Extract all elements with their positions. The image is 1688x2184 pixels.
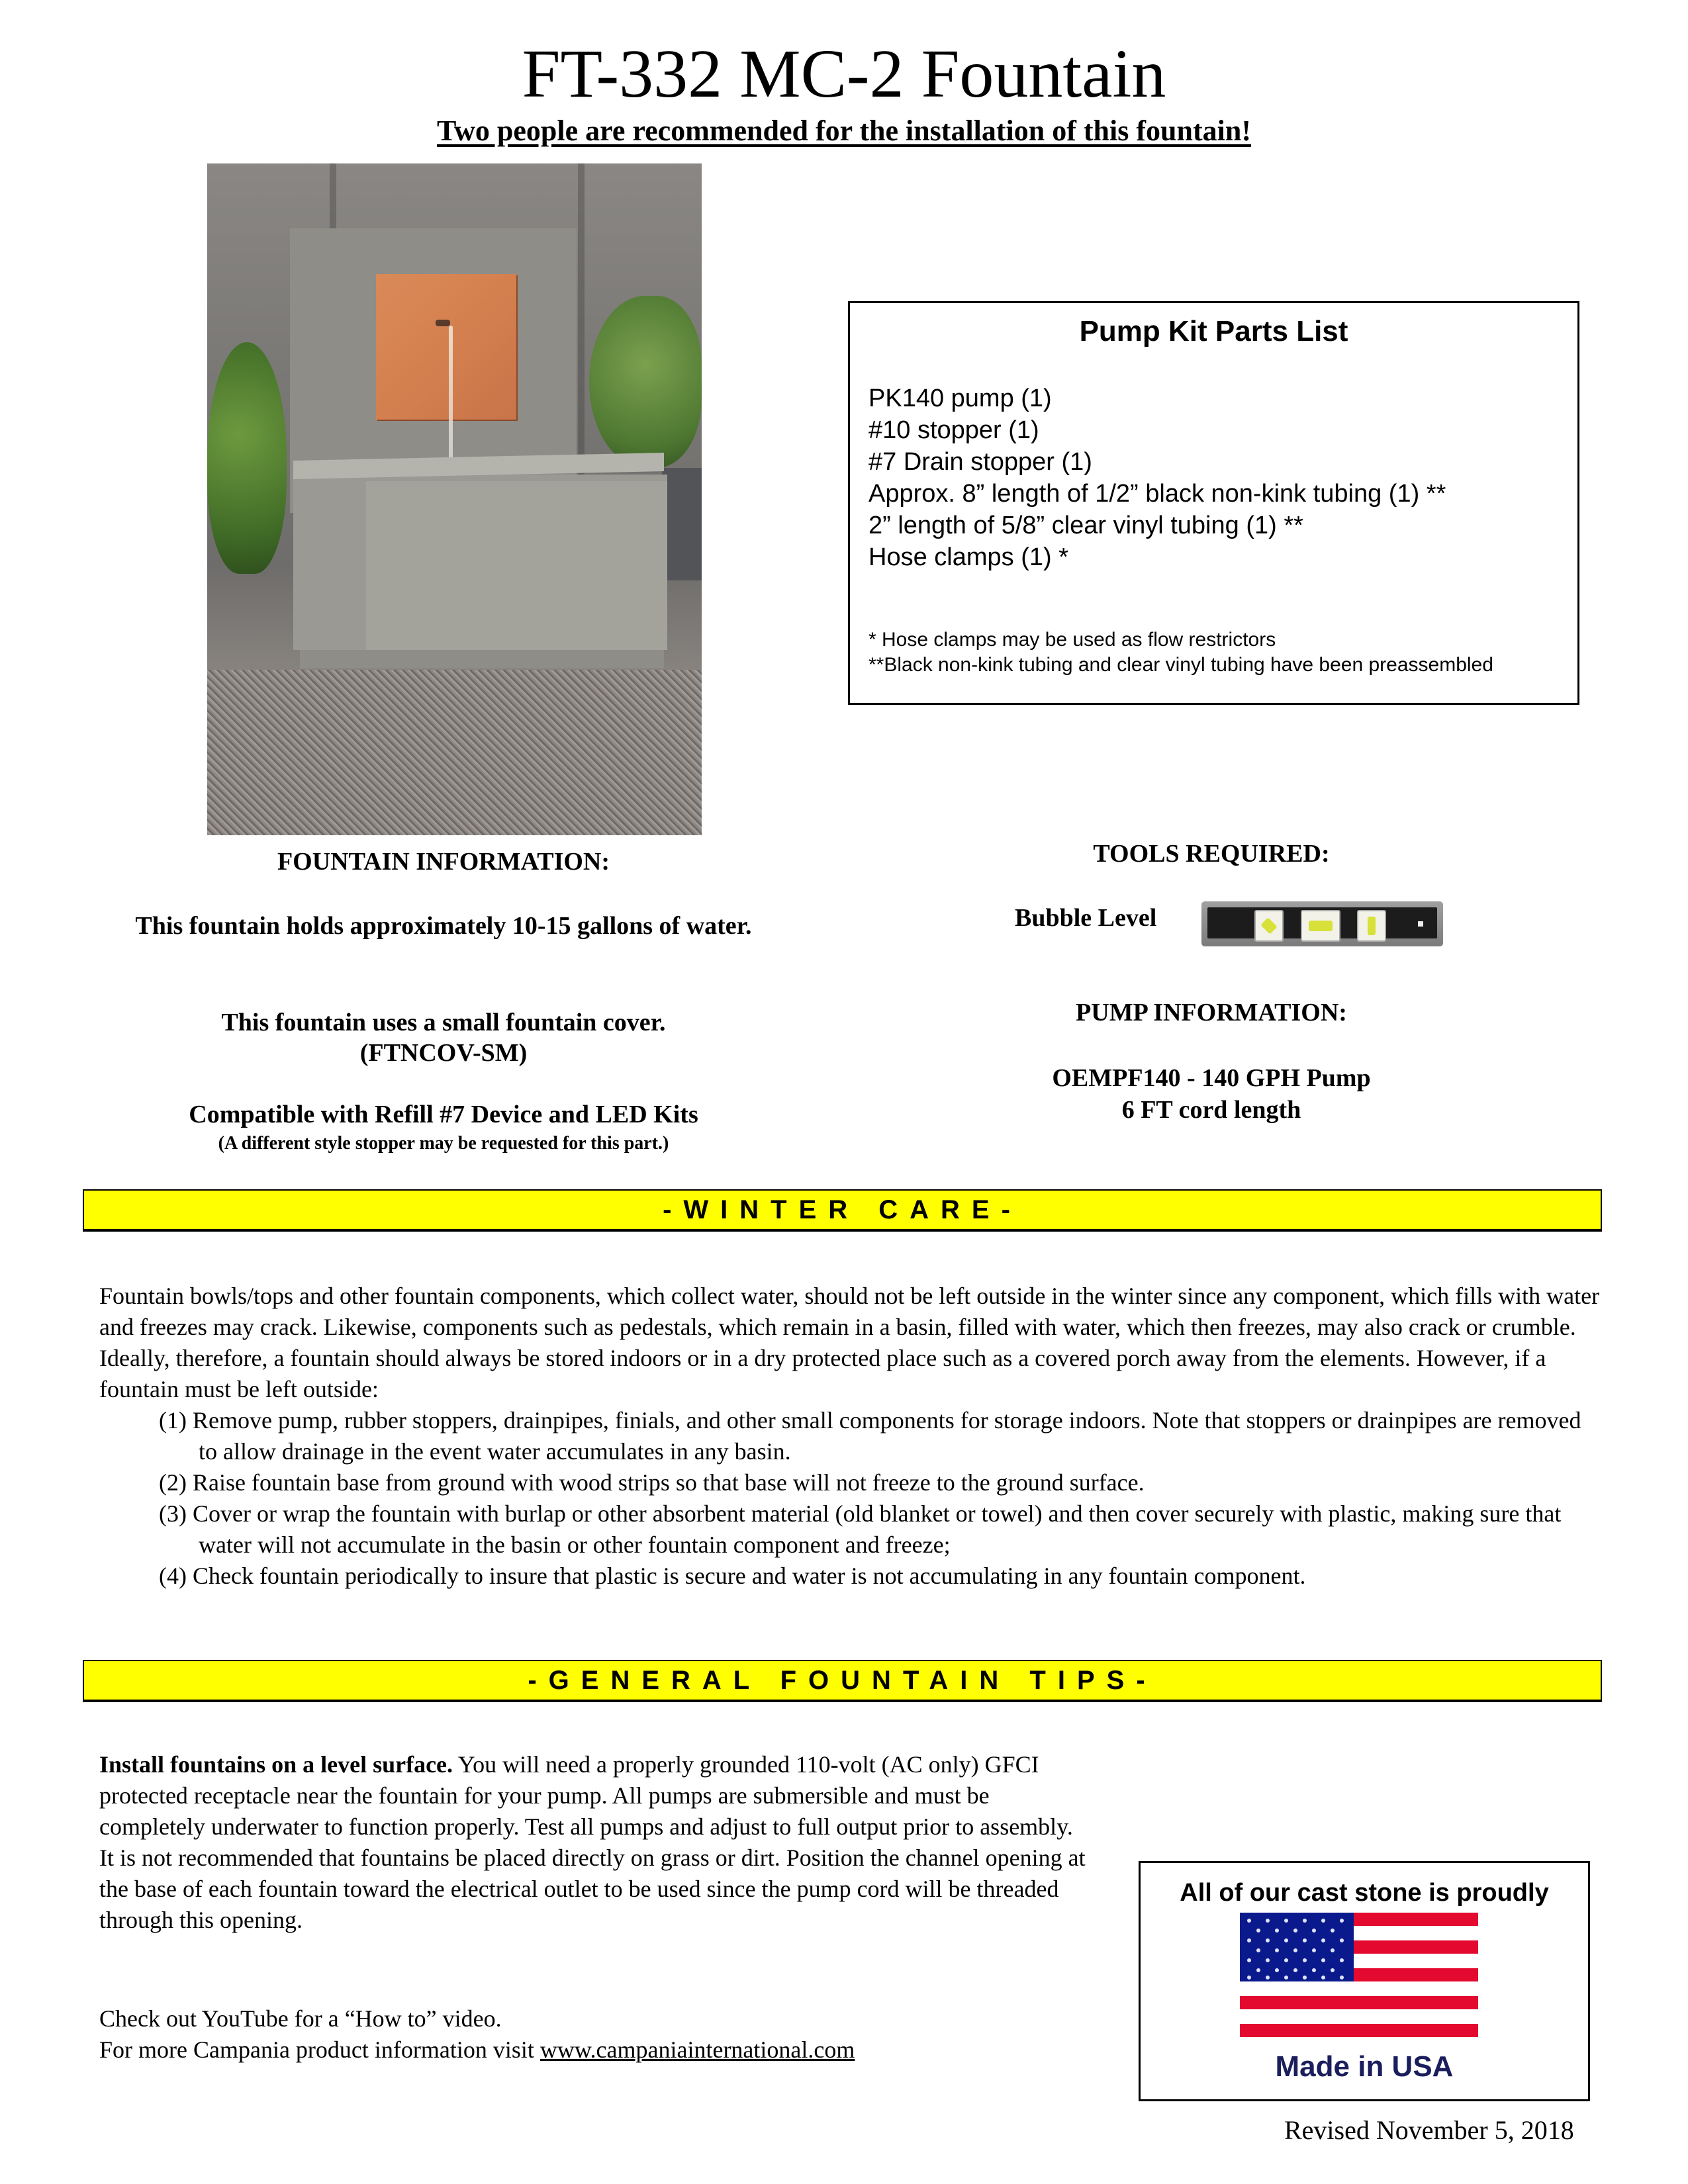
fountain-cover-info	[132, 1007, 755, 1068]
winter-step: (3) Cover or wrap the fountain with burlap or other absorbent material (old blanket or towel) and then cover securely with plastic, making sure that water will not accumulate in the basin or other fountain component and freeze;	[159, 1500, 1562, 1558]
pump-kit-items	[868, 383, 1446, 573]
fountain-info-heading: FOUNTAIN INFORMATION:	[277, 848, 610, 876]
fountain-capacity: This fountain holds approximately 10-15 gallons of water.	[135, 912, 752, 940]
youtube-note: Check out YouTube for a “How to” video.	[99, 2005, 502, 2032]
parts-item: Approx. 8” length of 1/2” black non-kink tubing (1) **	[868, 480, 1446, 508]
tips-lead: Install fountains on a level surface.	[99, 1751, 453, 1778]
made-in-usa-label: Made in USA	[1275, 2050, 1454, 2083]
bubble-level-icon	[1201, 901, 1443, 946]
installation-warning: Two people are recommended for the installation of this fountain!	[437, 114, 1251, 147]
parts-item: #7 Drain stopper (1)	[868, 448, 1092, 476]
parts-item: 2” length of 5/8” clear vinyl tubing (1) **	[868, 512, 1303, 539]
winter-care-steps	[159, 1405, 1582, 1592]
pump-kit-title: Pump Kit Parts List	[1079, 315, 1348, 347]
usa-badge-title: All of our cast stone is proudly	[1180, 1879, 1549, 1907]
fountain-cover-text: This fountain uses a small fountain cover.	[221, 1009, 666, 1036]
website-link[interactable]: www.campaniainternational.com	[539, 2036, 855, 2063]
parts-note: * Hose clamps may be used as flow restrictors	[868, 629, 1276, 651]
winter-step: (2) Raise fountain base from ground with wood strips so that base will not freeze to the ground surface.	[159, 1469, 1145, 1496]
compatibility-info: Compatible with Refill #7 Device and LED Kits	[189, 1101, 698, 1128]
winter-care-intro: Fountain bowls/tops and other fountain components, which collect water, should not be left outside in the winter since any component, which fills with water and freezes may crack. Likewise, components such as pedestals, which remain in a basin, filled with water, which then freezes, may also crack or crumble. Ideally, therefore, a fountain should always be stored indoors or in a dry protected place such as a covered porch away from the elements. However, if a fountain must be left outside:	[99, 1283, 1600, 1402]
page-title: FT-332 MC-2 Fountain	[522, 36, 1166, 112]
fountain-cover-code: (FTNCOV-SM)	[359, 1039, 528, 1067]
parts-note: **Black non-kink tubing and clear vinyl tubing have been preassembled	[868, 654, 1493, 676]
pump-kit-notes	[868, 627, 1493, 678]
website-line	[99, 2034, 855, 2066]
pump-model: OEMPF140 - 140 GPH Pump	[1052, 1064, 1371, 1092]
tool-bubble-level-label: Bubble Level	[1015, 904, 1157, 932]
compatibility-note: (A different style stopper may be requested for this part.)	[218, 1133, 669, 1154]
fountain-photo	[207, 163, 702, 835]
pump-info-heading: PUMP INFORMATION:	[1076, 999, 1347, 1026]
general-tips-banner: -GENERAL FOUNTAIN TIPS-	[83, 1660, 1602, 1701]
website-prefix: For more Campania product information visit	[99, 2036, 540, 2063]
us-flag-icon	[1240, 1913, 1478, 2042]
pump-kit-parts-box	[848, 301, 1579, 705]
parts-item: #10 stopper (1)	[868, 416, 1039, 444]
winter-care-banner: -WINTER CARE-	[83, 1189, 1602, 1230]
tips-body: You will need a properly grounded 110-volt (AC only) GFCI protected receptacle near the fountain for your pump. All pumps are submersible and must be completely underwater to function properly. Test all pumps and adjust to full output prior to assembly. It is not recommended that fountains be placed directly on grass or dirt. Position the channel opening at the base of each fountain toward the electrical outlet to be used since the pump cord will be threaded through this opening.	[99, 1751, 1086, 1933]
pump-cord-length: 6 FT cord length	[1121, 1096, 1301, 1124]
parts-item: Hose clamps (1) *	[868, 543, 1068, 571]
pump-info	[960, 1062, 1463, 1126]
revision-date: Revised November 5, 2018	[1284, 2115, 1574, 2145]
tools-heading: TOOLS REQUIRED:	[1093, 840, 1330, 868]
parts-item: PK140 pump (1)	[868, 385, 1052, 412]
winter-step: (1) Remove pump, rubber stoppers, drainpipes, finials, and other small components for storage indoors. Note that stoppers or drainpipes are removed to allow drainage in the event water accumulates in any basin.	[159, 1407, 1581, 1465]
winter-step: (4) Check fountain periodically to insure that plastic is secure and water is not accumulating in any fountain component.	[159, 1563, 1306, 1589]
made-in-usa-badge	[1139, 1861, 1590, 2101]
